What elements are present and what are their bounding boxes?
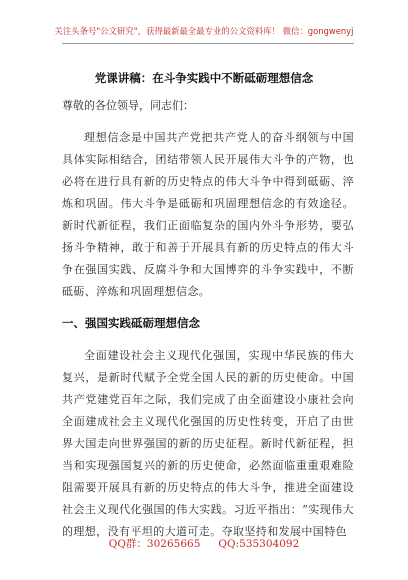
header-promo-banner: 关注头条号"公文研究"，获得最新最全最专业的公文资料库！ 微信：gongwenyj bbox=[54, 26, 354, 36]
footer-qq-group: QQ群：30265665 bbox=[108, 538, 201, 550]
paragraph-intro: 理想信念是中国共产党把共产党人的奋斗纲领与中国具体实际相结合，团结带领人民开展伟大斗争的产物，也必将在进行具有新的历史特点的伟大斗争中得到砥砺、淬炼和巩固。伟大斗争是砥砺和巩固理想信念的有效途径。新时代新征程，我们正面临复杂的国内外斗争形势，要弘扬斗争精神，敢于和善于开展具有新的历史特点的伟大斗争在强国实践、反腐斗争和大国博弈的斗争实践中，不断砥砺、淬炼和巩固理想信念。 bbox=[62, 131, 354, 298]
footer-contact bbox=[0, 536, 408, 551]
section-heading: 一、强国实践砥砺理想信念 bbox=[62, 316, 200, 330]
paragraph-section-1: 全面建设社会主义现代化强国，实现中华民族的伟大复兴，是新时代赋予全党全国人民的新的历史使命。中国共产党建党百年之际，我们完成了由全面建设小康社会向全面建成社会主义现代化强国的历史性转变，开启了由世界大国走向世界强国的新的历史征程。新时代新征程，担当和实现强国复兴的新的历史使命，必然面临重重艰难险阻需要开展具有新的历史特点的伟大斗争，推进全面建设社会主义现代化强国的伟大实践。习近平指出：“实现伟大的理想，没有平坦的大道可走。夺取坚持和发展中国特色 bbox=[62, 349, 354, 538]
document-body bbox=[62, 97, 354, 543]
salutation: 尊敬的各位领导，同志们： bbox=[62, 99, 194, 112]
footer-qq: QQ:535304092 bbox=[218, 538, 300, 550]
document-title: 党课讲稿：在斗争实践中不断砥砺理想信念 bbox=[94, 71, 314, 85]
header-divider bbox=[62, 43, 354, 44]
